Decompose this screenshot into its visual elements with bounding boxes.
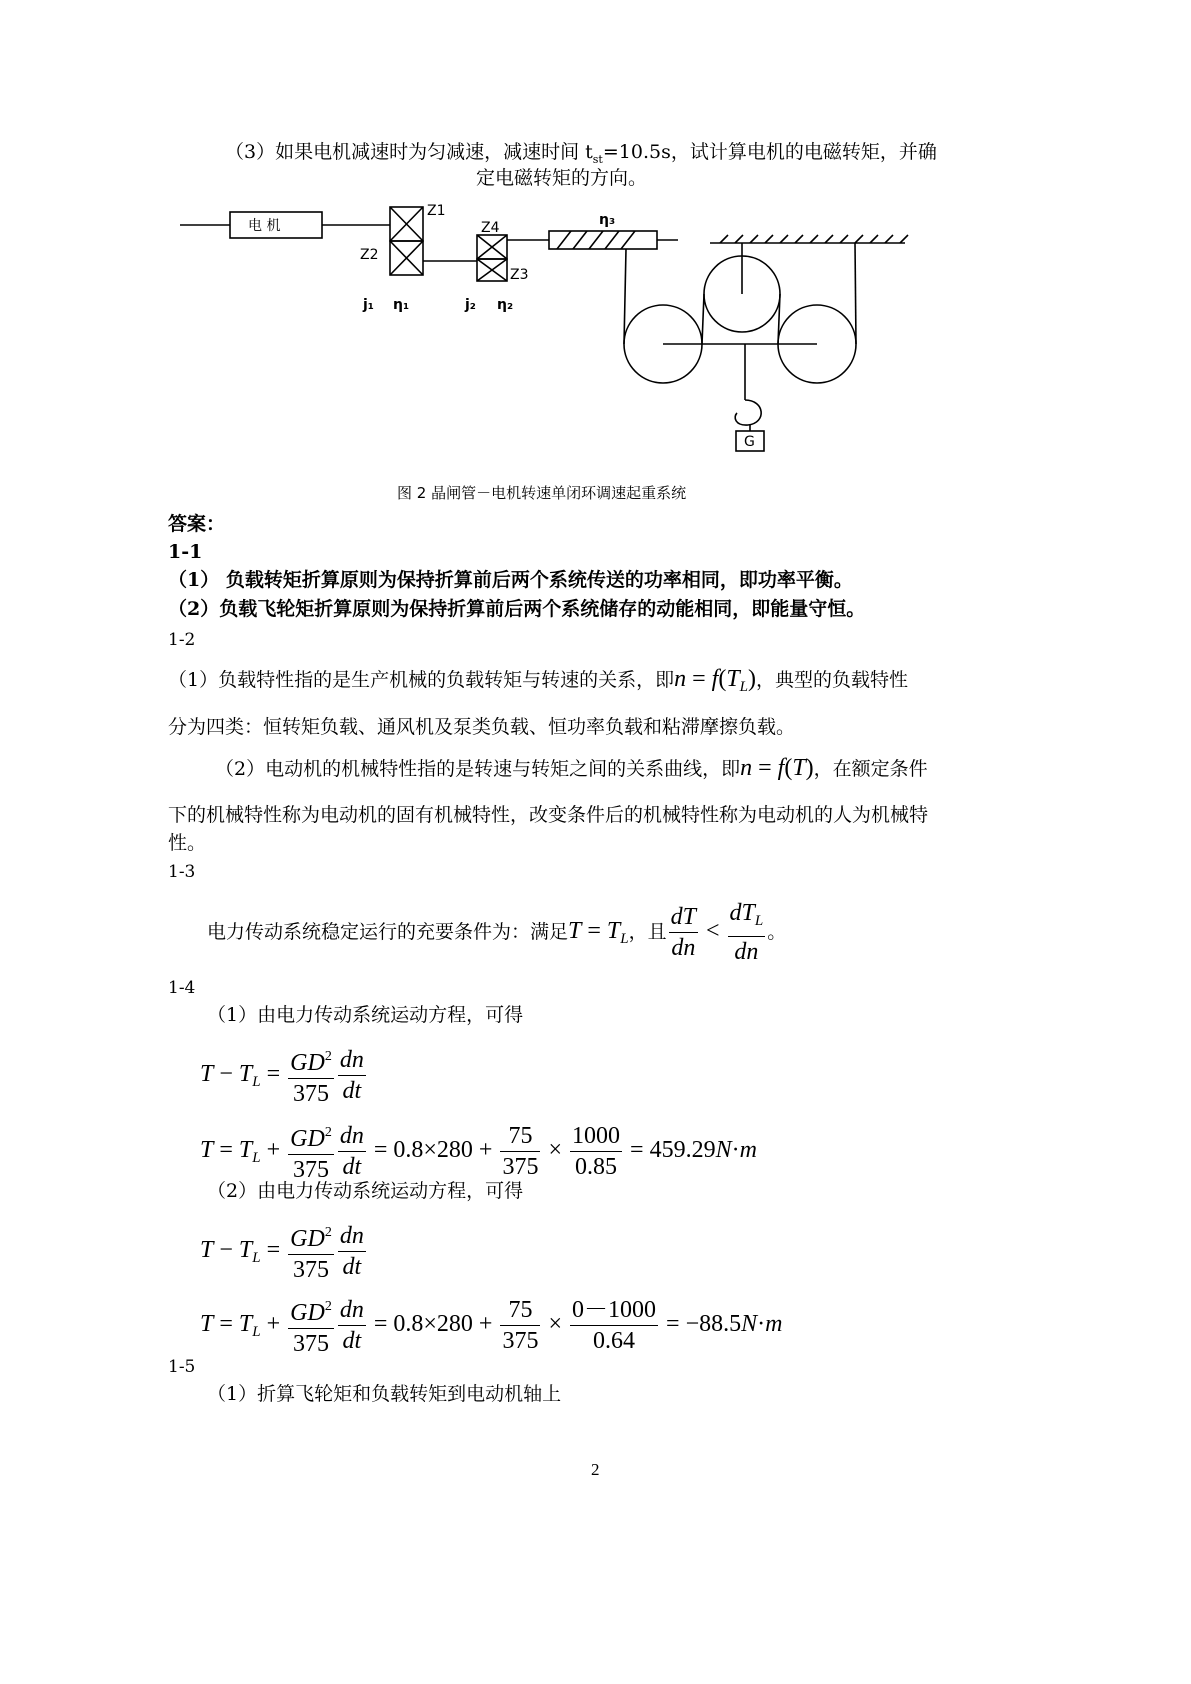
section-1-4-p2: （2）由电力传动系统运动方程，可得 — [207, 1180, 524, 1202]
crane-system-diagram — [175, 195, 940, 470]
eq2-num: 75 — [500, 1295, 540, 1326]
eq-motion-1: $T - T_L$ = $\frac{GD^2}{375}$ $\frac{dn}{dt}$ — [200, 1042, 368, 1109]
eq-motion-2: $T - T_L$ = $\frac{GD^2}{375}$ $\frac{dn}{dt}$ — [200, 1218, 368, 1285]
eq-result-1: $T = T_L$ + $\frac{GD^2}{375}$ $\frac{dn}{dt}$ = 0.8×280 + $\frac{75}{375}$ × $\frac{1000}{0.85}$ = 459.29N·m — [200, 1118, 757, 1185]
eq1-result: 459.29 — [649, 1137, 716, 1164]
eq2-load: 0.8×280 — [393, 1311, 473, 1338]
figure-caption: 图 2 晶闸管－电机转速单闭环调速起重系统 — [397, 484, 687, 502]
section-1-2-p1c: 分为四类：恒转矩负载、通风机及泵类负载、恒功率负载和粘滞摩擦负载。 — [168, 716, 796, 738]
question3-line2: 定电磁转矩的方向。 — [476, 167, 648, 189]
section-1-2-p2 — [215, 755, 928, 782]
answers-heading: 答案： — [168, 513, 226, 535]
eq1-den2: 0.85 — [575, 1154, 618, 1180]
s13-p1c: 。 — [767, 921, 787, 944]
section-1-2-p2d: 性。 — [168, 832, 207, 854]
motor-label: 电 机 — [248, 218, 281, 234]
drum — [549, 231, 657, 249]
tst-subscript: st — [592, 152, 603, 166]
section-1-2-p1 — [168, 666, 908, 700]
s13-p1b: ，且 — [628, 921, 667, 944]
z2-label: Z2 — [360, 247, 379, 263]
eq1-num: 75 — [500, 1121, 540, 1152]
eq-result-2: $T = T_L$ + $\frac{GD^2}{375}$ $\frac{dn}{dt}$ = 0.8×280 + $\frac{75}{375}$ × $\frac{0-1000}{0.64}$ = −88.5N·m — [200, 1292, 782, 1359]
section-1-1-p1: （1） 负载转矩折算原则为保持折算前后两个系统传送的功率相同，即功率平衡。 — [168, 569, 853, 591]
z3-label: Z3 — [510, 267, 529, 283]
formula-stability: $\frac{dT}{dn}$ < $\frac{dT_L}{dn}$ — [670, 900, 764, 965]
question3-text: （3）如果电机减速时为匀减速，减速时间 t — [225, 141, 593, 163]
question3-text-b: =10.5s，试计算电机的电磁转矩，并确 — [602, 141, 937, 163]
section-1-2-p2c: 下的机械特性称为电动机的固有机械特性，改变条件后的机械特性称为电动机的人为机械特 — [168, 804, 929, 826]
page-number: 2 — [591, 1460, 600, 1479]
eq2-den: 375 — [502, 1328, 539, 1354]
formula-n-f-t: n = f(T) — [740, 755, 814, 781]
section-1-4-title: 1-4 — [168, 978, 196, 998]
section-1-5-p1: （1）折算飞轮矩和负载转矩到电动机轴上 — [207, 1383, 562, 1405]
j1-label: j₁ — [363, 297, 374, 313]
eta1-label: η₁ — [393, 297, 410, 313]
section-1-2-title: 1-2 — [168, 630, 196, 650]
eq2-result: −88.5 — [685, 1311, 742, 1338]
eta2-label: η₂ — [497, 297, 514, 313]
formula-n-f-tl: $n = f(T_L)$ — [674, 666, 757, 695]
eq2-den2: 0.64 — [593, 1328, 636, 1354]
s12-p2b: ，在额定条件 — [813, 758, 928, 780]
s12-p1b: ，典型的负载特性 — [756, 669, 909, 691]
section-1-1-title: 1-1 — [168, 541, 203, 563]
z4-label: Z4 — [481, 220, 500, 236]
eq2-num2: 0－1000 — [570, 1295, 658, 1326]
formula-t-eq-tl: $T = T_L$ — [568, 918, 629, 948]
eta3-label: η₃ — [599, 212, 616, 228]
section-1-3-p1 — [207, 898, 786, 967]
s12-p1a: （1）负载特性指的是生产机械的负载转矩与转速的关系，即 — [168, 669, 675, 691]
section-1-1-p2: （2）负载飞轮矩折算原则为保持折算前后两个系统储存的动能相同，即能量守恒。 — [168, 598, 866, 620]
z1-label: Z1 — [427, 203, 446, 219]
section-1-4-p1: （1）由电力传动系统运动方程，可得 — [207, 1004, 524, 1026]
eq1-num2: 1000 — [570, 1121, 622, 1152]
eq1-den: 375 — [502, 1154, 539, 1180]
eq1-load: 0.8×280 — [393, 1137, 473, 1164]
s13-p1a: 电力传动系统稳定运行的充要条件为：满足 — [207, 921, 569, 944]
section-1-5-title: 1-5 — [168, 1357, 196, 1377]
j2-label: j₂ — [465, 297, 476, 313]
weight-label: G — [744, 434, 755, 450]
section-1-3-title: 1-3 — [168, 862, 196, 882]
s12-p2a: （2）电动机的机械特性指的是转速与转矩之间的关系曲线，即 — [215, 758, 741, 780]
